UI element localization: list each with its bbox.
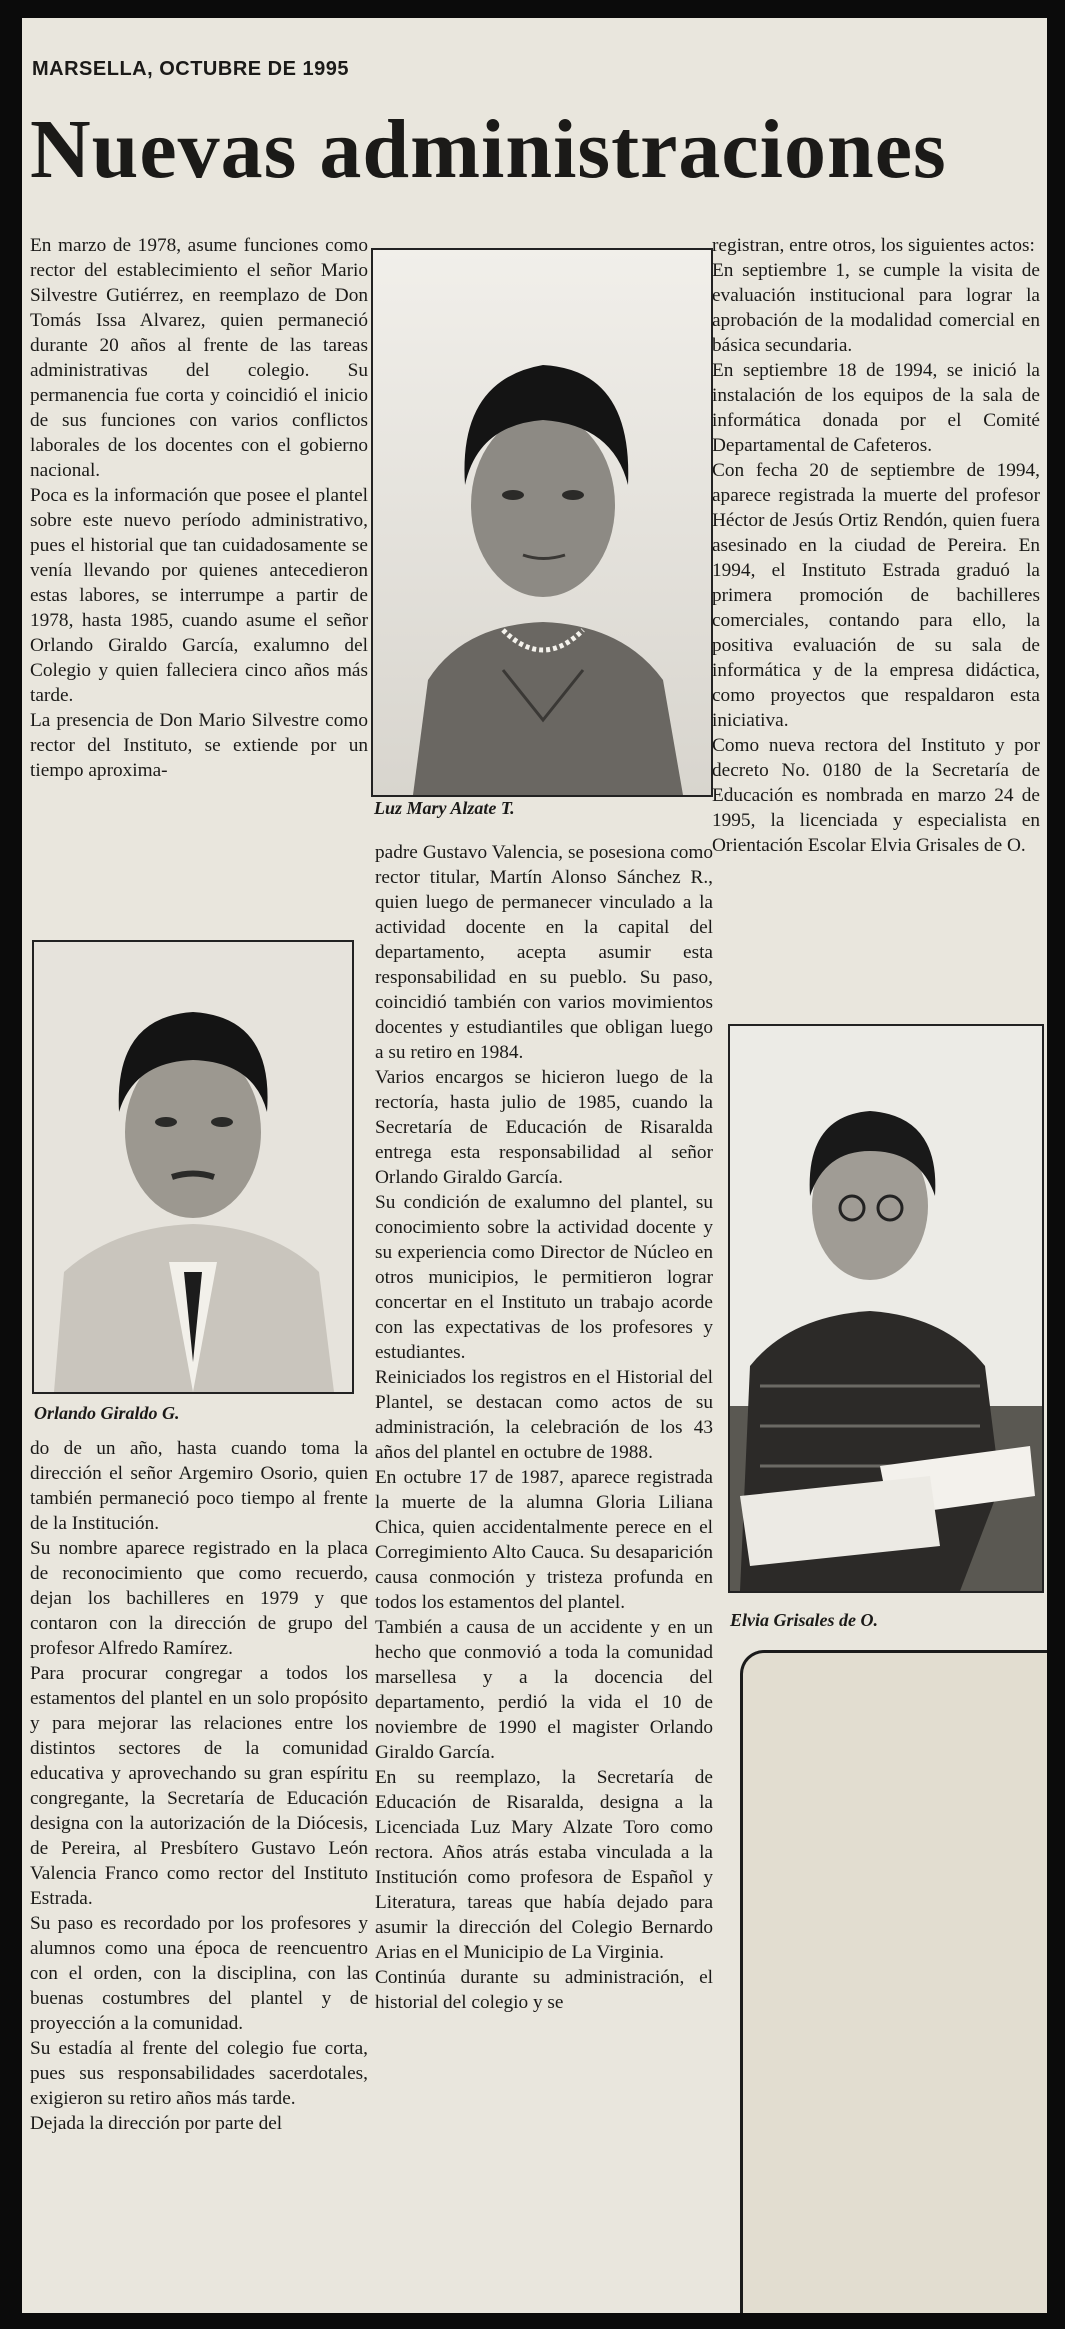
article-paragraph: También a causa de un accidente y en un hecho que conmovió a toda la comunidad marsellesa y a la docencia del departamento, perdió la vida el 10 de noviembre de 1990 el magister Orlando Giraldo García. <box>375 1617 713 1763</box>
article-paragraph: registran, entre otros, los siguientes actos: <box>712 235 1035 256</box>
article-paragraph: Poca es la información que posee el plantel sobre este nuevo período administrativo, pues el historial que tan cuidadosamente se venía llevando por quienes antecedieron estas labores, se interrumpe a partir de 1978, hasta 1985, cuando asume el señor Orlando Giraldo García, exalumno del Colegio y quien falleciera cinco años más tarde. <box>30 485 368 706</box>
article-paragraph: En septiembre 1, se cumple la visita de evaluación institucional para lograr la aprobación de la modalidad comercial en básica secundaria. <box>712 260 1040 356</box>
article-paragraph: Su estadía al frente del colegio fue corta, pues sus responsabilidades sacerdotales, exigieron su retiro años más tarde. <box>30 2038 368 2109</box>
empty-box <box>740 1650 1047 2313</box>
column-2 <box>375 840 713 2015</box>
article-paragraph: En septiembre 18 de 1994, se inició la instalación de los equipos de la sala de informática donada por el Comité Departamental de Cafeteros. <box>712 360 1040 456</box>
caption-luz-mary: Luz Mary Alzate T. <box>374 798 515 818</box>
article-paragraph: Su paso es recordado por los profesores y alumnos como una época de reencuentro con el orden, con la disciplina, con las buenas costumbres del plantel y de proyección a la comunidad. <box>30 1913 368 2034</box>
article-paragraph: do de un año, hasta cuando toma la dirección el señor Argemiro Osorio, quien también permaneció poco tiempo al frente de la Institución. <box>30 1438 368 1534</box>
article-paragraph: padre Gustavo Valencia, se posesiona como rector titular, Martín Alonso Sánchez R., quien luego de permanecer vinculado a la actividad docente en la capital del departamento, acepta asumir esta responsabilidad en su pueblo. Su paso, coincidió también con varios movimientos docentes y estudiantiles que obligan luego a su retiro en 1984. <box>375 842 713 1063</box>
caption-orlando: Orlando Giraldo G. <box>34 1403 180 1423</box>
article-paragraph: Su nombre aparece registrado en la placa de reconocimiento que como recuerdo, dejan los bachilleres en 1979 y que contaron con la dirección de grupo del profesor Alfredo Ramírez. <box>30 1538 368 1659</box>
article-paragraph: Continúa durante su administración, el historial del colegio y se <box>375 1967 713 2013</box>
article-paragraph: Varios encargos se hicieron luego de la rectoría, hasta julio de 1985, cuando la Secretaría de Educación de Risaralda entrega esta responsabilidad al señor Orlando Giraldo García. <box>375 1067 713 1188</box>
article-paragraph: Su condición de exalumno del plantel, su conocimiento sobre la actividad docente y su experiencia como Director de Núcleo en otros municipios, le permitieron lograr concertar en el Instituto un trabajo acorde con las expectativas de los profesores y estudiantes. <box>375 1192 713 1363</box>
caption-elvia: Elvia Grisales de O. <box>730 1610 878 1630</box>
column-1-top <box>30 233 368 783</box>
newspaper-page <box>22 18 1047 2313</box>
photo-elvia-grisales <box>728 1024 1044 1593</box>
column-1-bottom <box>30 1436 368 2136</box>
article-paragraph: Dejada la dirección por parte del <box>30 2113 283 2134</box>
photo-luz-mary-alzate <box>371 248 713 797</box>
article-paragraph: En su reemplazo, la Secretaría de Educación de Risaralda, designa a la Licenciada Luz Mary Alzate Toro como rectora. Años atrás estaba vinculada a la Institución como profesora de Español y Literatura, tareas que había dejado para asumir la dirección del Colegio Bernardo Arias en el Municipio de La Virginia. <box>375 1767 713 1963</box>
article-paragraph: Reiniciados los registros en el Historial del Plantel, se destacan como actos de su administración, la celebración de los 43 años del plantel en octubre de 1988. <box>375 1367 713 1463</box>
article-paragraph: En octubre 17 de 1987, aparece registrada la muerte de la alumna Gloria Liliana Chica, quien accidentalmente perece en el Corregimiento Alto Cauca. Su desaparición causa conmoción y tristeza profunda en todos los estamentos del plantel. <box>375 1467 713 1613</box>
article-paragraph: En marzo de 1978, asume funciones como rector del establecimiento el señor Mario Silvestre Gutiérrez, en reemplazo de Don Tomás Issa Alvarez, quien permaneció durante 20 años al frente de las tareas administrativas del colegio. Su permanencia fue corta y coincidió el inicio de sus funciones con varios conflictos laborales de los docentes con el gobierno nacional. <box>30 235 368 481</box>
headline: Nuevas administraciones <box>30 103 947 196</box>
article-paragraph: Como nueva rectora del Instituto y por decreto No. 0180 de la Secretaría de Educación es nombrada en marzo 24 de 1995, la licenciada y especialista en Orientación Escolar Elvia Grisales de O. <box>712 735 1040 856</box>
photo-orlando-giraldo <box>32 940 354 1394</box>
article-paragraph: La presencia de Don Mario Silvestre como rector del Instituto, se extiende por un tiempo aproxima- <box>30 710 368 781</box>
dateline: MARSELLA, OCTUBRE DE 1995 <box>32 58 349 80</box>
article-paragraph: Para procurar congregar a todos los estamentos del plantel en un solo propósito y para mejorar las relaciones entre los distintos sectores de la comunidad educativa y aprovechando su gran espíritu congregante, la Secretaría de Educación designa con la autorización de la Diócesis, de Pereira, al Presbítero Gustavo León Valencia Franco como rector del Instituto Estrada. <box>30 1663 368 1909</box>
article-paragraph: Con fecha 20 de septiembre de 1994, aparece registrada la muerte del profesor Héctor de Jesús Ortiz Rendón, quien fuera asesinado en la ciudad de Pereira. En 1994, el Instituto Estrada graduó la primera promoción de bachilleres comerciales, contando para ello, la positiva evaluación de su sala de informática y de la empresa didáctica, como proyectos que respaldaron esta iniciativa. <box>712 460 1040 731</box>
column-3 <box>712 233 1040 858</box>
